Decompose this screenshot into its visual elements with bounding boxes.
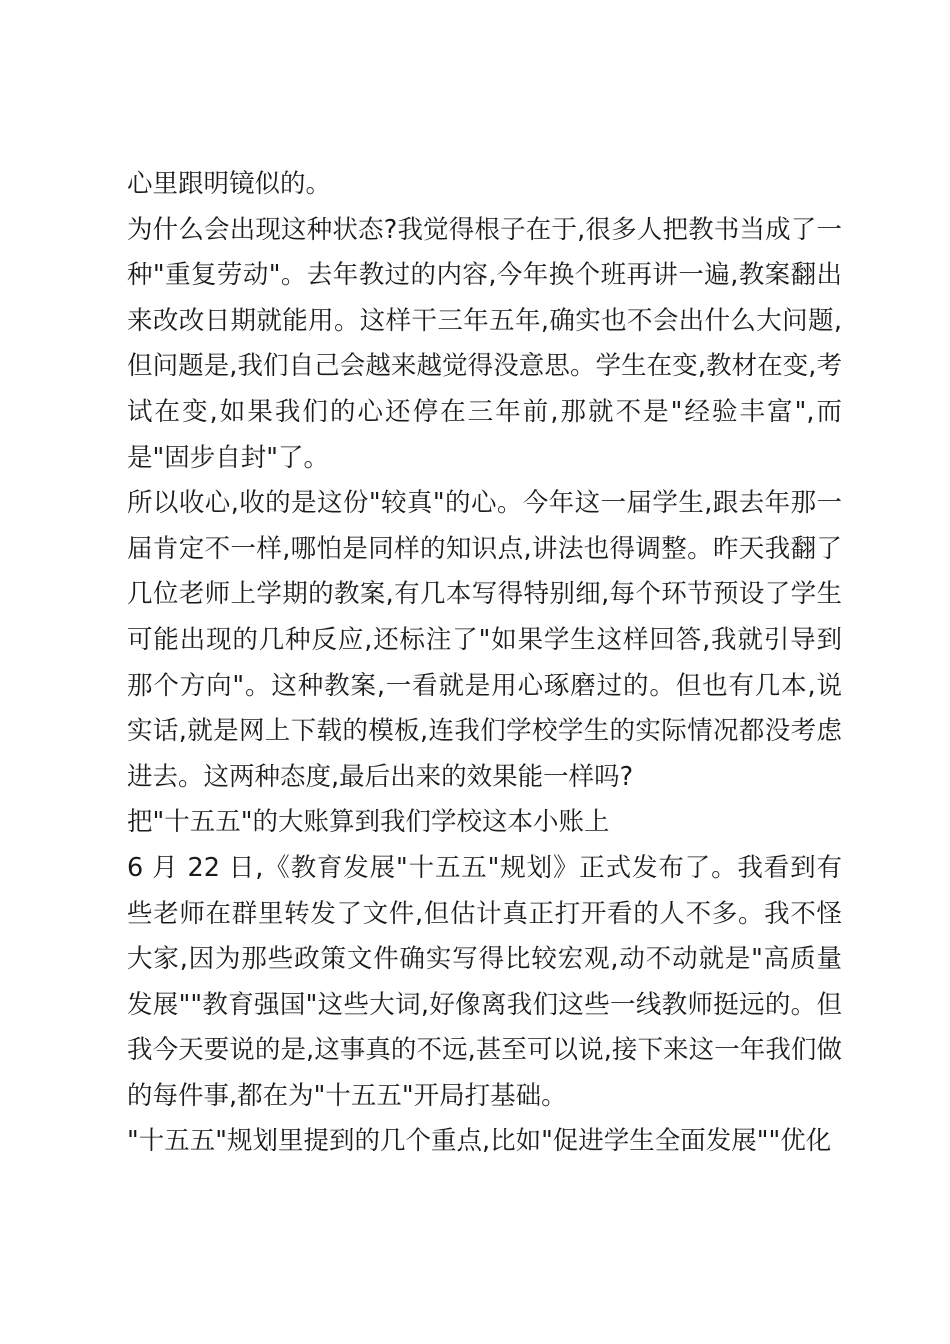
section-heading: 把"十五五"的大账算到我们学校这本小账上 xyxy=(127,807,610,838)
paragraph-3: 所以收心,收的是这份"较真"的心。今年这一届学生,跟去年那一届肯定不一样,哪怕是同样的知识点,讲法也得调整。昨天我翻了几位老师上学期的教案,有几本写得特别细,每个环节预设了学生可能出现的几种反应,还标注了"如果学生这样回答,我就引导到那个方向"。这种教案,一看就是用心琢磨过的。但也有几本,说实话,就是网上下载的模板,连我们学校学生的实际情况都没考虑进去。这两种态度,最后出来的效果能一样吗? xyxy=(127,488,842,792)
paragraph-5: "十五五"规划里提到的几个重点,比如"促进学生全面发展""优化 xyxy=(127,1126,832,1157)
document-body xyxy=(127,162,842,1165)
paragraph-4: 6 月 22 日,《教育发展"十五五"规划》正式发布了。我看到有些老师在群里转发了文件,但估计真正打开看的人不多。我不怪大家,因为那些政策文件确实写得比较宏观,动不动就是"高质量发展""教育强国"这些大词,好像离我们这些一线教师挺远的。但我今天要说的是,这事真的不远,甚至可以说,接下来这一年我们做的每件事,都在为"十五五"开局打基础。 xyxy=(127,852,842,1111)
paragraph-1: 心里跟明镜似的。 xyxy=(127,169,332,199)
paragraph-2: 为什么会出现这种状态?我觉得根子在于,很多人把教书当成了一种"重复劳动"。去年教过的内容,今年换个班再讲一遍,教案翻出来改改日期就能用。这样干三年五年,确实也不会出什么大问题,但问题是,我们自己会越来越觉得没意思。学生在变,教材在变,考试在变,如果我们的心还停在三年前,那就不是"经验丰富",而是"固步自封"了。 xyxy=(127,214,842,473)
